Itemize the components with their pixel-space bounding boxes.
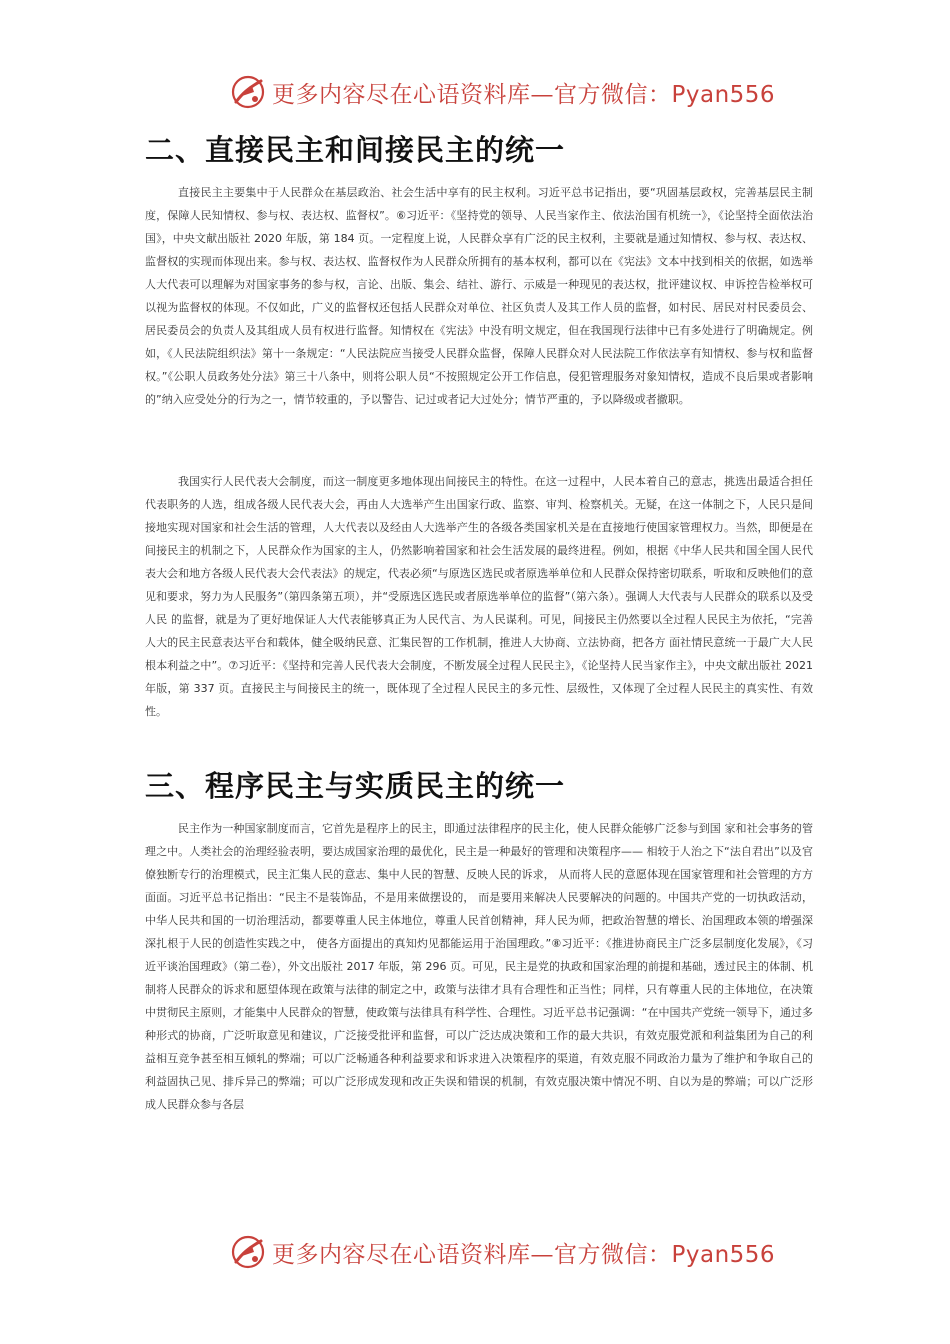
banner-text: 更多内容尽在心语资料库—官方微信：Pyan556 <box>272 1241 776 1268</box>
banner-text: 更多内容尽在心语资料库—官方微信：Pyan556 <box>272 81 776 108</box>
footer-banner <box>228 1232 776 1272</box>
brand-logo-icon <box>228 72 268 112</box>
paragraph: 民主作为一种国家制度而言，它首先是程序上的民主，即通过法律程序的民主化，使人民群众能够广泛参与到国 家和社会事务的管理之中。人类社会的治理经验表明，要达成国家治理的最优化，民主是一种最好的管理和决策程序—— 相较于人治之下“法自君出”以及官僚独断专行的治理模式，民主汇集人民的意志、集中人民的智慧、反映人民的诉求， 从而将人民的意愿体现在国家管理和社会管理的方方面面。习近平总书记指出：“民主不是装饰品，不是用来做摆设的， 而是要用来解决人民要解决的问题的。中国共产党的一切执政活动，中华人民共和国的一切治理活动，都要尊重人民主体地位，尊重人民首创精神，拜人民为师，把政治智慧的增长、治国理政本领的增强深深扎根于人民的创造性实践之中， 使各方面提出的真知灼见都能运用于治国理政。”⑧习近平：《推进协商民主广泛多层制度化发展》，《习近平谈治国理政》（第二卷），外文出版社 2017 年版，第 296 页。可见，民主是党的执政和国家治理的前提和基础，透过民主的体制、机制将人民群众的诉求和愿望体现在政策与法律的制定之中，政策与法律才具有合理性和正当性；同样，只有尊重人民的主体地位，在决策中贯彻民主原则，才能集中人民群众的智慧，使政策与法律具有科学性、合理性。习近平总书记强调：“在中国共产党统一领导下，通过多种形式的协商，广泛听取意见和建议，广泛接受批评和监督，可以广泛达成决策和工作的最大共识，有效克服党派和利益集团为自己的利益相互竞争甚至相互倾轧的弊端；可以广泛畅通各种利益要求和诉求进入决策程序的渠道，有效克服不同政治力量为了维护和争取自己的利益固执己见、排斥异己的弊端；可以广泛形成发现和改正失误和错误的机制，有效克服决策中情况不明、自以为是的弊端；可以广泛形成人民群众参与各层 <box>145 822 813 1111</box>
header-banner <box>228 72 776 112</box>
paragraph: 直接民主主要集中于人民群众在基层政治、社会生活中享有的民主权利。习近平总书记指出，要“巩固基层政权，完善基层民主制度，保障人民知情权、参与权、表达权、监督权”。⑥习近平：《坚持党的领导、人民当家作主、依法治国有机统一》，《论坚持全面依法治国》，中央文献出版社 2020 年版，第 184 页。一定程度上说，人民群众享有广泛的民主权利，主要就是通过知情权、参与权、表达权、监督权的实现而体现出来。参与权、表达权、监督权作为人民群众所拥有的基本权利，都可以在《宪法》文本中找到相关的依据，如选举人大代表可以理解为对国家事务的参与权，言论、出版、集会、结社、游行、示威是一种现见的表达权，批评建议权、申诉控告检举权可以视为监督权的体现。不仅如此，广义的监督权还包括人民群众对单位、社区负责人及其工作人员的监督，如村民、居民对村民委员会、居民委员会的负责人及其组成人员有权进行监督。知情权在《宪法》中没有明文规定，但在我国现行法律中已有多处进行了明确规定。例如，《人民法院组织法》第十一条规定：“人民法院应当接受人民群众监督，保障人民群众对人民法院工作依法享有知情权、参与权和监督权。”《公职人员政务处分法》第三十八条中，则将公职人员“不按照规定公开工作信息，侵犯管理服务对象知情权，造成不良后果或者影响的”纳入应受处分的行为之一，情节较重的，予以警告、记过或者记大过处分；情节严重的，予以降级或者撤职。 <box>145 186 813 406</box>
wechat-id: Pyan556 <box>671 1241 776 1268</box>
section-heading-direct-indirect-democracy: 二、直接民主和间接民主的统一 <box>145 133 566 167</box>
brand-logo-icon <box>228 1232 268 1272</box>
paragraph: 我国实行人民代表大会制度，而这一制度更多地体现出间接民主的特性。在这一过程中，人民本着自己的意志，挑选出最适合担任代表职务的人选，组成各级人民代表大会，再由人大选举产生出国家行政、监察、审判、检察机关。无疑，在这一体制之下，人民只是间接地实现对国家和社会生活的管理，人大代表以及经由人大选举产生的各级各类国家机关是在直接地行使国家管理权力。当然，即便是在间接民主的机制之下，人民群众作为国家的主人，仍然影响着国家和社会生活发展的最终进程。例如，根据《中华人民共和国全国人民代表大会和地方各级人民代表大会代表法》的规定，代表必须“与原选区选民或者原选举单位和人民群众保持密切联系，听取和反映他们的意见和要求，努力为人民服务”（第四条第五项），并“受原选区选民或者原选举单位的监督”（第六条）。强调人大代表与人民群众的联系以及受人民 的监督，就是为了更好地保证人大代表能够真正为人民代言、为人民谋利。可见，间接民主仍然要以全过程人民民主为依托，“完善人大的民主民意表达平台和载体，健全吸纳民意、汇集民智的工作机制，推进人大协商、立法协商，把各方 面社情民意统一于最广大人民根本利益之中”。⑦习近平：《坚持和完善人民代表大会制度，不断发展全过程人民民主》，《论坚持人民当家作主》，中央文献出版社 2021 年版，第 337 页。直接民主与间接民主的统一，既体现了全过程人民民主的多元性、层级性，又体现了全过程人民民主的真实性、有效性。 <box>145 475 813 718</box>
wechat-id: Pyan556 <box>671 81 776 108</box>
section-heading-procedural-substantive-democracy: 三、程序民主与实质民主的统一 <box>145 769 566 803</box>
